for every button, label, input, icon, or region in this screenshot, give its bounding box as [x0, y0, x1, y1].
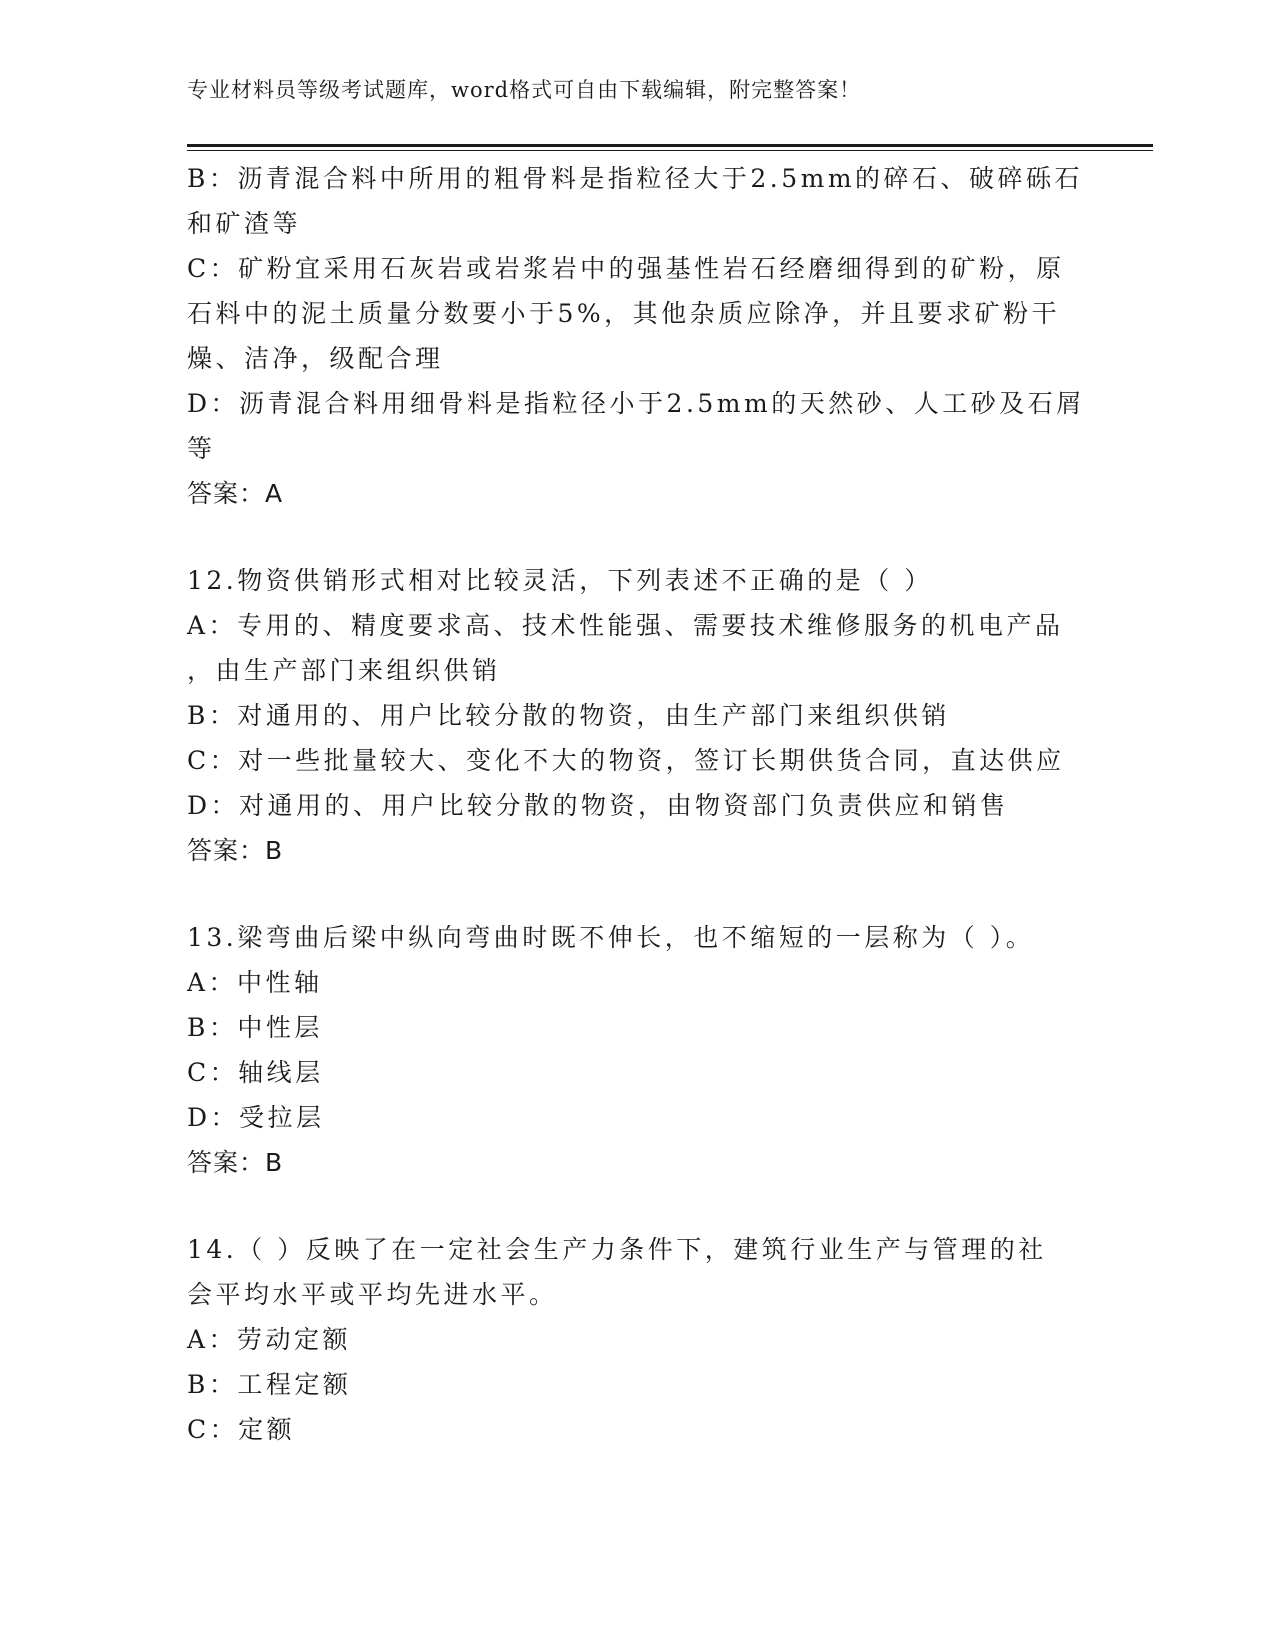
answer: 答案：A [187, 479, 284, 508]
question-stem: 13.梁弯曲后梁中纵向弯曲时既不伸长，也不缩短的一层称为（ ）。 [187, 923, 1035, 952]
page-header: 专业材料员等级考试题库，word格式可自由下载编辑，附完整答案！ [187, 78, 862, 102]
option-d: D：受拉层 [187, 1103, 325, 1132]
question-gap [187, 1185, 1057, 1227]
option-c-line-3: 燥、洁净，级配合理 [187, 344, 444, 373]
question-14 [187, 1227, 1057, 1452]
question-gap [187, 516, 1057, 558]
option-d-line-1: D：沥青混合料用细骨料是指粒径小于2.5mm的天然砂、人工砂及石屑 [187, 389, 1085, 418]
option-c-line-1: C：矿粉宜采用石灰岩或岩浆岩中的强基性岩石经磨细得到的矿粉，原 [187, 254, 1065, 283]
option-b: B：工程定额 [187, 1370, 352, 1399]
option-b: B：中性层 [187, 1013, 323, 1042]
question-stem-line-1: 14.（ ）反映了在一定社会生产力条件下，建筑行业生产与管理的社 [187, 1235, 1047, 1264]
option-d-line-2: 等 [187, 434, 216, 463]
question-13 [187, 915, 1057, 1185]
question-12 [187, 558, 1065, 873]
option-a: A：劳动定额 [187, 1325, 352, 1354]
option-b: B：对通用的、用户比较分散的物资，由生产部门来组织供销 [187, 701, 950, 730]
option-c-line-2: 石料中的泥土质量分数要小于5%，其他杂质应除净，并且要求矿粉干 [187, 299, 1061, 328]
option-b-line-2: 和矿渣等 [187, 209, 302, 238]
question-content [187, 156, 1085, 1452]
answer: 答案：B [187, 836, 284, 865]
question-stem: 12.物资供销形式相对比较灵活，下列表述不正确的是（ ） [187, 566, 933, 595]
header-rule-thick [187, 144, 1153, 147]
option-a-line-2: ，由生产部门来组织供销 [187, 656, 501, 685]
option-c: C：定额 [187, 1415, 296, 1444]
option-c: C：轴线层 [187, 1058, 324, 1087]
answer: 答案：B [187, 1148, 284, 1177]
header-rule-thin [187, 150, 1153, 151]
option-a: A：中性轴 [187, 968, 323, 997]
option-c: C：对一些批量较大、变化不大的物资，签订长期供货合同，直达供应 [187, 746, 1065, 775]
question-stem-line-2: 会平均水平或平均先进水平。 [187, 1280, 558, 1309]
option-a-line-1: A：专用的、精度要求高、技术性能强、需要技术维修服务的机电产品 [187, 611, 1064, 640]
question-gap [187, 873, 1057, 915]
question-11 [187, 156, 1085, 516]
option-d: D：对通用的、用户比较分散的物资，由物资部门负责供应和销售 [187, 791, 1009, 820]
option-b-line-1: B：沥青混合料中所用的粗骨料是指粒径大于2.5mm的碎石、破碎砾石 [187, 164, 1084, 193]
